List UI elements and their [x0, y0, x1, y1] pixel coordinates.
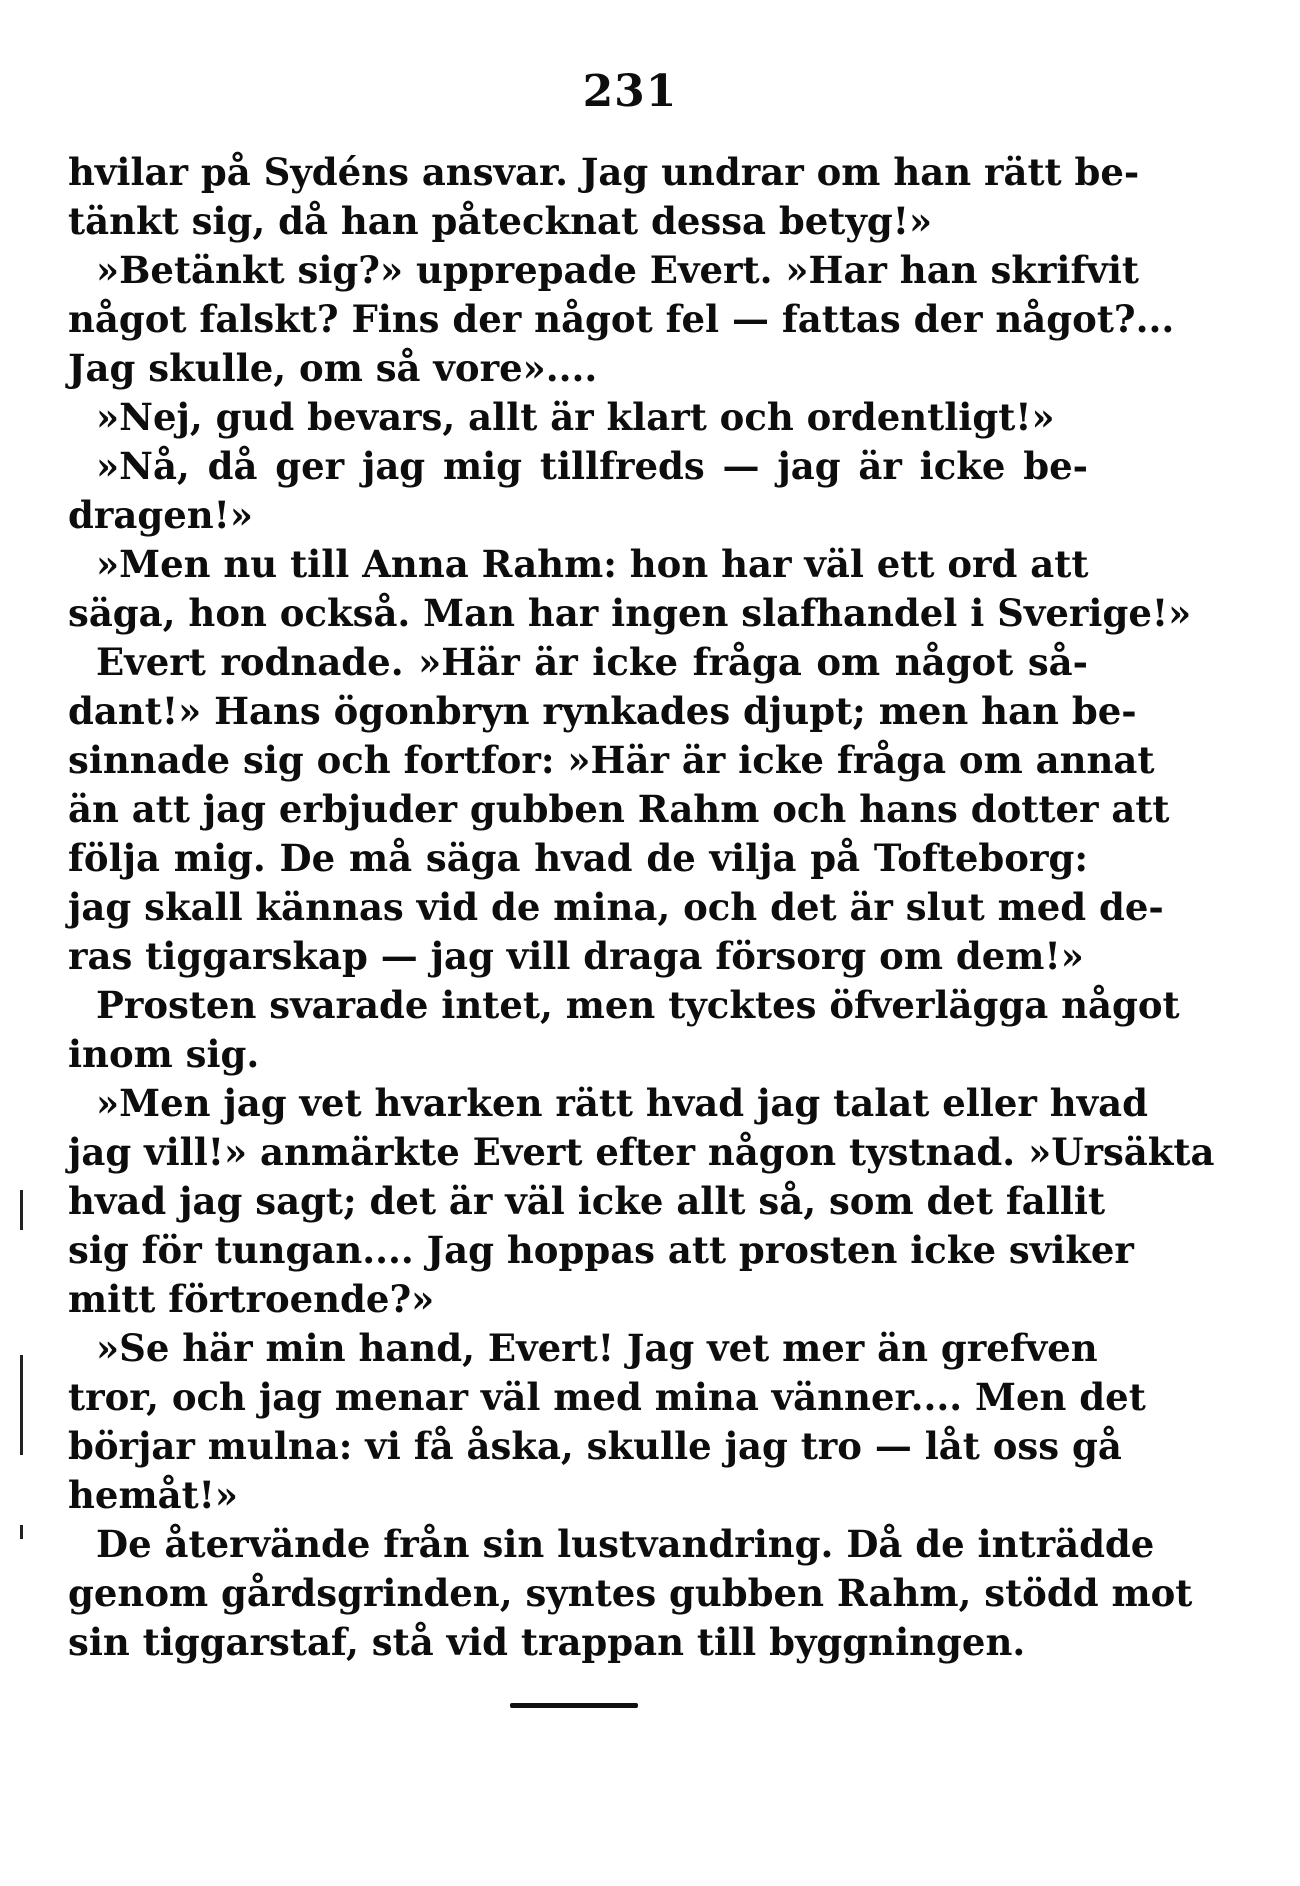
- text-line: »Se här min hand, Evert! Jag vet mer än grefven: [96, 1326, 1098, 1370]
- margin-mark: [20, 1355, 23, 1455]
- page-number: 231: [582, 66, 678, 117]
- text-line: följa mig. De må säga hvad de vilja på Tofteborg:: [68, 836, 1088, 880]
- text-line: mitt förtroende?»: [68, 1277, 435, 1321]
- text-line: dragen!»: [68, 493, 254, 537]
- text-line: hvad jag sagt; det är väl icke allt så, som det fallit: [68, 1179, 1106, 1223]
- text-line: Evert rodnade. »Här är icke fråga om något så-: [96, 640, 1088, 684]
- margin-mark: [20, 1525, 23, 1539]
- text-line: sinnade sig och fortfor: »Här är icke fråga om annat: [68, 738, 1155, 782]
- text-line: »Men jag vet hvarken rätt hvad jag talat eller hvad: [96, 1081, 1149, 1125]
- body-text: [68, 148, 1215, 1667]
- end-rule: [510, 1703, 638, 1708]
- text-line: ras tiggarskap — jag vill draga försorg om dem!»: [68, 934, 1084, 978]
- text-line: Jag skulle, om så vore»....: [68, 346, 598, 390]
- text-line: inom sig.: [68, 1032, 260, 1076]
- text-line: De återvände från sin lustvandring. Då de inträdde: [96, 1522, 1155, 1566]
- text-line: tror, och jag menar väl med mina vänner.... Men det: [68, 1375, 1146, 1419]
- text-line: sig för tungan.... Jag hoppas att prosten icke sviker: [68, 1228, 1134, 1272]
- text-line: jag vill!» anmärkte Evert efter någon tystnad. »Ursäkta: [68, 1130, 1215, 1174]
- text-line: »Betänkt sig?» upprepade Evert. »Har han skrifvit: [96, 248, 1140, 292]
- text-line: jag skall kännas vid de mina, och det är slut med de-: [68, 885, 1164, 929]
- text-line: hemåt!»: [68, 1473, 239, 1517]
- text-line: sin tiggarstaf, stå vid trappan till byggningen.: [68, 1620, 1026, 1664]
- text-line: genom gårdsgrinden, syntes gubben Rahm, stödd mot: [68, 1571, 1193, 1615]
- text-line: Prosten svarade intet, men tycktes öfverlägga något: [96, 983, 1180, 1027]
- text-line: hvilar på Sydéns ansvar. Jag undrar om han rätt be-: [68, 150, 1140, 194]
- text-line: säga, hon också. Man har ingen slafhandel i Sverige!»: [68, 591, 1192, 635]
- text-line: tänkt sig, då han påtecknat dessa betyg!»: [68, 199, 933, 243]
- text-line: »Nej, gud bevars, allt är klart och ordentligt!»: [96, 395, 1055, 439]
- text-line: dant!» Hans ögonbryn rynkades djupt; men han be-: [68, 689, 1137, 733]
- text-line: »Men nu till Anna Rahm: hon har väl ett ord att: [96, 542, 1089, 586]
- text-line: »Nå, då ger jag mig tillfreds — jag är icke be-: [96, 444, 1088, 488]
- text-line: än att jag erbjuder gubben Rahm och hans dotter att: [68, 787, 1170, 831]
- margin-mark: [20, 1190, 23, 1230]
- text-line: något falskt? Fins der något fel — fattas der något?...: [68, 297, 1175, 341]
- text-line: börjar mulna: vi få åska, skulle jag tro — låt oss gå: [68, 1424, 1122, 1468]
